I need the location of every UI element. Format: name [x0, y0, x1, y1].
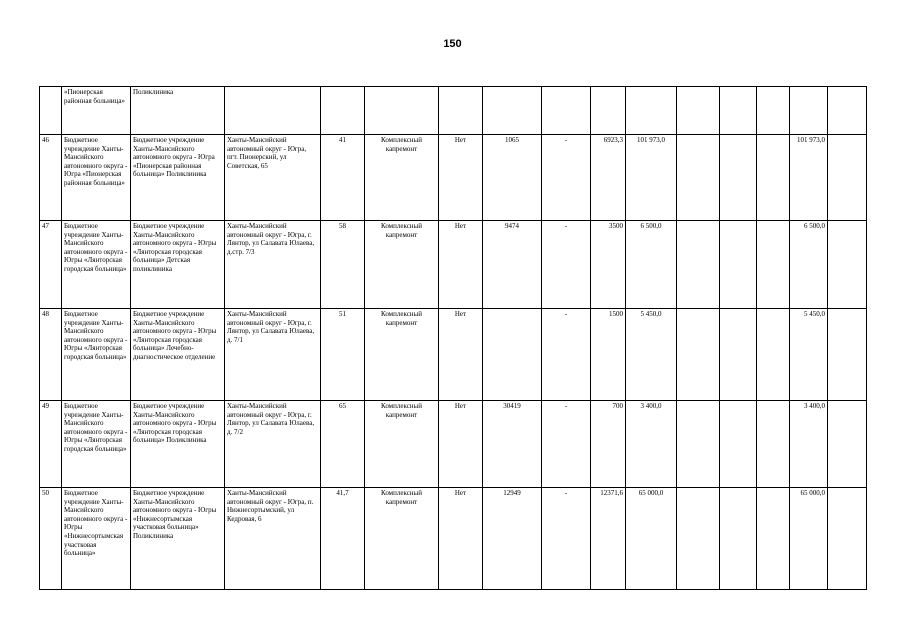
empty-cell — [757, 309, 790, 401]
amount-cell: 6 500,0 — [626, 221, 677, 309]
status-cell — [439, 87, 483, 135]
address-cell — [225, 87, 321, 135]
empty-cell — [757, 221, 790, 309]
total-cell: 101 973,0 — [790, 135, 828, 221]
row-number: 49 — [40, 401, 62, 488]
empty-cell — [828, 401, 867, 488]
work-type-cell: Комплексный капремонт — [365, 221, 439, 309]
page-number: 150 — [443, 38, 462, 50]
empty-cell — [720, 309, 757, 401]
empty-cell — [677, 87, 720, 135]
work-type-cell: Комплексный капремонт — [365, 488, 439, 590]
empty-cell — [828, 309, 867, 401]
wear-cell: 41,7 — [321, 488, 365, 590]
empty-cell — [677, 401, 720, 488]
area-cell: 30419 — [483, 401, 542, 488]
area-cell: 1065 — [483, 135, 542, 221]
cost-cell: 3500 — [591, 221, 626, 309]
object-cell: Поликлиника — [131, 87, 225, 135]
table-row — [40, 309, 867, 401]
cost-cell: 12371,6 — [591, 488, 626, 590]
empty-cell — [828, 135, 867, 221]
empty-cell — [677, 221, 720, 309]
organization-cell: Бюджетное учреждение Ханты-Мансийского автономного округа - Югры «Лянторская городская больница» — [62, 221, 131, 309]
object-cell: Бюджетное учреждение Ханты-Мансийского автономного округа - Югра «Пионерская районная больница» Поликлиника — [131, 135, 225, 221]
empty-cell — [720, 488, 757, 590]
wear-cell: 65 — [321, 401, 365, 488]
wear-cell — [321, 87, 365, 135]
row-number: 47 — [40, 221, 62, 309]
amount-cell — [626, 87, 677, 135]
status-cell: Нет — [439, 221, 483, 309]
dash-cell: - — [542, 488, 591, 590]
address-cell: Ханты-Мансийский автономный округ - Югра, г. Лянтор, ул Салавата Юлаева, д. 7/2 — [225, 401, 321, 488]
table-row — [40, 488, 867, 590]
row-number: 46 — [40, 135, 62, 221]
cost-cell — [591, 87, 626, 135]
total-cell: 6 500,0 — [790, 221, 828, 309]
object-cell: Бюджетное учреждение Ханты-Мансийского автономного округа - Югры «Лянторская городская больница» Лечебно-диагностическое отделение — [131, 309, 225, 401]
work-type-cell — [365, 87, 439, 135]
empty-cell — [720, 221, 757, 309]
area-cell: 9474 — [483, 221, 542, 309]
organization-cell: Бюджетное учреждение Ханты-Мансийского автономного округа - Югры «Лянторская городская больница» — [62, 309, 131, 401]
address-cell: Ханты-Мансийский автономный округ - Югра, г. Лянтор, ул Салавата Юлаева, д. 7/1 — [225, 309, 321, 401]
dash-cell: - — [542, 221, 591, 309]
row-number — [40, 87, 62, 135]
empty-cell — [677, 135, 720, 221]
cost-cell: 1500 — [591, 309, 626, 401]
table-row — [40, 401, 867, 488]
address-cell: Ханты-Мансийский автономный округ - Югра, пгт. Пионерский, ул Советская, 65 — [225, 135, 321, 221]
empty-cell — [720, 135, 757, 221]
amount-cell: 3 400,0 — [626, 401, 677, 488]
total-cell: 3 400,0 — [790, 401, 828, 488]
amount-cell: 65 000,0 — [626, 488, 677, 590]
area-cell — [483, 309, 542, 401]
empty-cell — [757, 87, 790, 135]
total-cell: 5 450,0 — [790, 309, 828, 401]
empty-cell — [757, 135, 790, 221]
status-cell: Нет — [439, 401, 483, 488]
table-row — [40, 87, 867, 135]
area-cell: 12949 — [483, 488, 542, 590]
work-type-cell: Комплексный капремонт — [365, 401, 439, 488]
address-cell: Ханты-Мансийский автономный округ - Югра, п. Нижнесортымский, ул Кедровая, 6 — [225, 488, 321, 590]
empty-cell — [677, 309, 720, 401]
empty-cell — [677, 488, 720, 590]
row-number: 48 — [40, 309, 62, 401]
organization-cell: Бюджетное учреждение Ханты-Мансийского автономного округа - Югра «Пионерская районная больница» — [62, 135, 131, 221]
object-cell: Бюджетное учреждение Ханты-Мансийского автономного округа - Югры «Нижнесортымская участковая больница» Поликлиника — [131, 488, 225, 590]
table-row — [40, 135, 867, 221]
wear-cell: 41 — [321, 135, 365, 221]
empty-cell — [720, 87, 757, 135]
records-table — [39, 86, 867, 590]
amount-cell: 5 450,0 — [626, 309, 677, 401]
work-type-cell: Комплексный капремонт — [365, 309, 439, 401]
object-cell: Бюджетное учреждение Ханты-Мансийского автономного округа - Югры «Лянторская городская больница» Поликлиника — [131, 401, 225, 488]
empty-cell — [757, 488, 790, 590]
dash-cell — [542, 87, 591, 135]
empty-cell — [828, 488, 867, 590]
organization-cell: Бюджетное учреждение Ханты-Мансийского автономного округа - Югры «Лянторская городская больница» — [62, 401, 131, 488]
cost-cell: 700 — [591, 401, 626, 488]
organization-cell: Бюджетное учреждение Ханты-Мансийского автономного округа - Югры «Нижнесортымская участковая больница» — [62, 488, 131, 590]
status-cell: Нет — [439, 309, 483, 401]
total-cell — [790, 87, 828, 135]
wear-cell: 58 — [321, 221, 365, 309]
total-cell: 65 000,0 — [790, 488, 828, 590]
organization-cell: «Пионерская районная больница» — [62, 87, 131, 135]
work-type-cell: Комплексный капремонт — [365, 135, 439, 221]
empty-cell — [720, 401, 757, 488]
status-cell: Нет — [439, 135, 483, 221]
dash-cell: - — [542, 135, 591, 221]
empty-cell — [828, 221, 867, 309]
empty-cell — [828, 87, 867, 135]
address-cell: Ханты-Мансийский автономный округ - Югра, г. Лянтор, ул Салавата Юлаева, д.стр. 7/3 — [225, 221, 321, 309]
amount-cell: 101 973,0 — [626, 135, 677, 221]
object-cell: Бюджетное учреждение Ханты-Мансийского автономного округа - Югры «Лянторская городская больница» Детская поликлиника — [131, 221, 225, 309]
status-cell: Нет — [439, 488, 483, 590]
table-row — [40, 221, 867, 309]
dash-cell: - — [542, 309, 591, 401]
area-cell — [483, 87, 542, 135]
cost-cell: 6923,3 — [591, 135, 626, 221]
row-number: 50 — [40, 488, 62, 590]
dash-cell: - — [542, 401, 591, 488]
empty-cell — [757, 401, 790, 488]
wear-cell: 51 — [321, 309, 365, 401]
